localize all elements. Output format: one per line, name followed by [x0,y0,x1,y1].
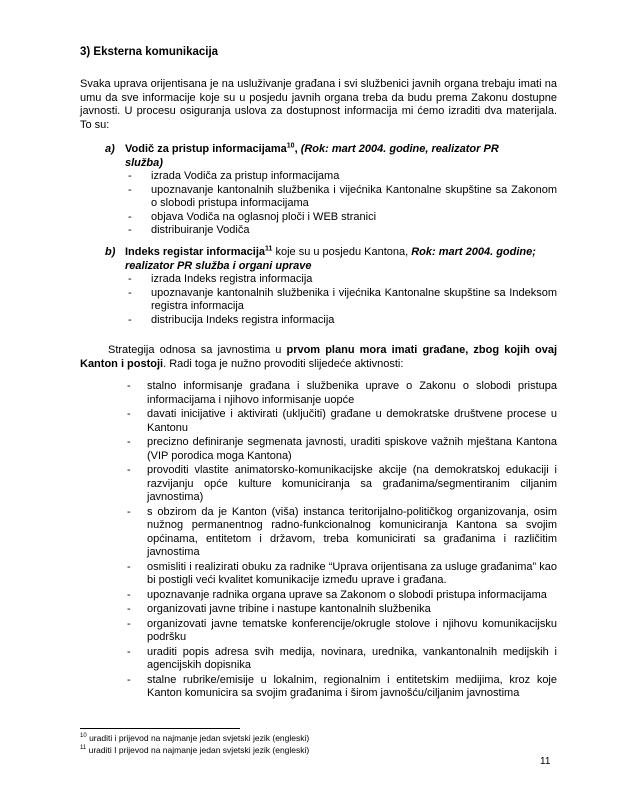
section-b-deadline-cont: realizator PR služba i organi uprave [125,259,312,272]
dash-bullet: - [127,560,131,573]
dash-bullet: - [128,224,132,236]
list-item: - upoznavanje radnika organa uprave sa Zakonom o slobodi pristupa informacijama [127,588,547,601]
section-b-deadline: Rok: mart 2004. godine; [411,246,536,258]
dash-bullet: - [128,183,132,196]
activities-list [125,380,557,702]
dash-bullet: - [128,286,132,299]
section-b-title-normal: koje su u posjedu Kantona, [272,246,412,258]
section-a-title-tail: , [294,143,298,155]
section-a-title-text: Vodič za pristup informacijama [125,143,287,155]
section-a-list [105,170,557,238]
list-item: - upoznavanje kantonalnih službenika i vijećnika Kantonalne skupštine sa Zakonom o slobodi pristupa informacijama [128,183,557,209]
section-b-title-text: Indeks registar informacija [125,246,265,258]
strategy-paragraph: Strategija odnosa sa javnostima u prvom planu mora imati građane, zbog kojih ovaj Kanton i postoji. Radi toga je nužno provoditi slijedeće aktivnosti: [80,344,557,370]
list-item: - izrada Vodiča za pristup informacijama [128,170,340,182]
dash-bullet: - [128,170,132,182]
footnote-11: $^{11}$ uraditi I prijevod na najmanje jedan svjetski jezik (engleski) [80,745,310,756]
list-item: - distribucija Indeks registra informacija [128,313,335,326]
section-heading: 3) Eksterna komunikacija [80,46,219,58]
list-item: - precizno definiranje segmenata javnosti, uraditi spiskove važnih mještana Kantona (VIP porodica moga Kantona) [127,436,557,462]
section-a-title [105,143,557,170]
list-item: - provoditi vlastite animatorsko-komunikacijske akcije (na demokratskoj edukaciji i razvijanju opće kulture komuniciranja sa građanima/segmentiranim ciljanim javnostima) [127,464,557,503]
dash-bullet: - [127,436,131,448]
list-item: - organizovati javne tematske konferencije/okrugle stolove i njihovu komunikacijsku podršku [127,617,557,643]
dash-bullet: - [127,617,131,630]
section-a [105,143,557,238]
section-a-deadline-cont: služba) [125,156,163,169]
list-item: - davati inicijative i aktivirati (uključiti) građane u demokratske društvene procese u Kantonu [127,408,557,434]
dash-bullet: - [127,464,131,476]
list-item: - stalno informisanje građana i službenika uprave o Zakonu o slobodi pristupa informacijama i njihovo informisanje uopće [127,380,557,406]
section-a-label: a) [105,143,115,155]
intro-paragraph: Svaka uprava orijentisana je na usluživanje građana i svi službenici javnih organa trebaju imati na umu da sve informacije koje su u posjedu javnih organa treba da budu prema Zakonu dostupne javnosti. U procesu osiguranja uslova za dostupnost informacija mi ćemo izraditi dva materijala. To su: [80,78,557,131]
footnote-10: $^{10}$ uraditi i prijevod na najmanje jedan svjetski jezik (engleski) [80,732,310,743]
dash-bullet: - [127,588,131,601]
list-item: - objava Vodiča na oglasnoj ploči i WEB stranici [128,210,377,223]
list-item: - distribuiranje Vodiča [128,224,250,236]
section-a-deadline: (Rok: mart 2004. godine, realizator PR [300,143,499,155]
dash-bullet: - [127,380,131,392]
footnote-ref-11[interactable]: 11 [265,245,273,253]
dash-bullet: - [127,408,131,420]
footnote-ref-10[interactable]: 10 [286,142,295,150]
dash-bullet: - [128,210,132,223]
dash-bullet: - [127,673,131,686]
section-b [105,246,557,327]
dash-bullet: - [128,273,132,285]
section-b-list [105,273,557,327]
section-b-label: b) [105,246,116,258]
strategy-emphasis: prvom planu mora imati građane, zbog kojih ovaj Kanton i postoji [80,344,557,370]
list-item: - stalne rubrike/emisije u lokalnim, regionalnim i entitetskim medijima, kroz koje Kanton komunicira sa svojim građanima i širom javnošću/ciljanim javnostima [127,673,557,699]
footnote-divider [80,728,240,729]
list-item: - organizovati javne tribine i nastupe kantonalnih službenika [127,603,431,615]
list-item: - osmisliti i realizirati obuku za radnike “Uprava orijentisana za usluge građanima” kao bi postigli veći kvalitet komunikacije između uprave i građana. [127,560,557,586]
footnotes [80,731,309,756]
list-item: - s obzirom da je Kanton (viša) instanca teritorijalno-političkog organizovanja, osim nužnog permanentnog radno-funkcionalnog komuniciranja Kantona sa svojim općinama, entitetom i državom, treba komunicirati sa građanima i različitim javnostima [127,505,557,558]
dash-bullet: - [127,505,131,518]
list-item: - izrada Indeks registra informacija [128,273,313,285]
section-b-title [105,246,557,273]
list-item: - uraditi popis adresa svih medija, novinara, urednika, vankantonalnih medijskih i agencijskih dopisnika [127,645,557,671]
dash-bullet: - [127,603,131,615]
page-number: 11 [540,756,551,767]
dash-bullet: - [128,313,132,326]
list-item: - upoznavanje kantonalnih službenika i vijećnika Kantonalne skupštine sa Indeksom registra informacija [128,286,557,312]
dash-bullet: - [127,645,131,658]
